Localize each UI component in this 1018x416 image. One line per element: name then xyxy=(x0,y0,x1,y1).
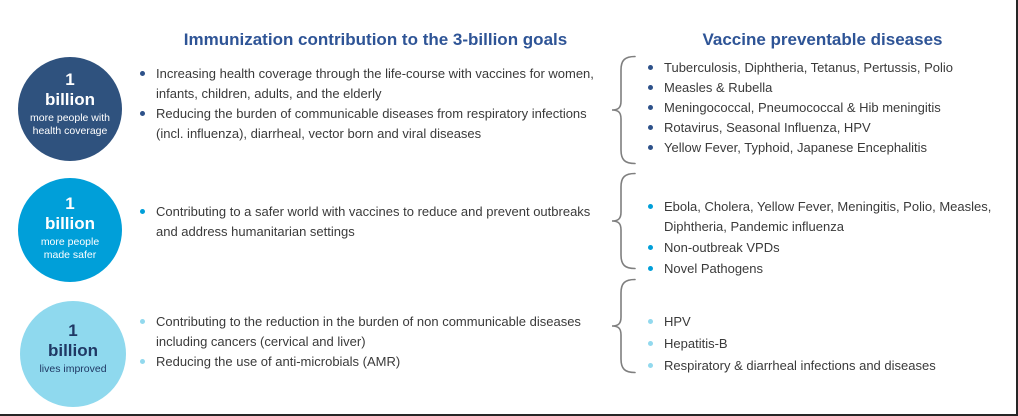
disease-list-row2 xyxy=(648,197,1004,280)
list-item xyxy=(140,104,600,144)
list-item xyxy=(140,352,600,372)
bullet-icon xyxy=(648,145,653,150)
bullet-icon xyxy=(140,71,145,76)
bullet-icon xyxy=(648,204,653,209)
goal-number: 1 xyxy=(65,194,75,213)
goal-circle-lives-improved xyxy=(20,301,126,407)
disease-text: Novel Pathogens xyxy=(664,261,764,276)
bullet-icon xyxy=(648,125,653,130)
contribution-text: Increasing health coverage through the life-course with vaccines for women, infants, children, adults, and the elderly xyxy=(156,66,594,101)
contribution-text: Contributing to a safer world with vaccines to reduce and prevent outbreaks and address humanitarian settings xyxy=(156,204,591,239)
goal-circle-made-safer xyxy=(18,178,122,282)
goal-caption: lives improved xyxy=(39,363,107,375)
disease-text: Hepatitis-B xyxy=(664,336,728,351)
list-item xyxy=(140,312,600,352)
bullet-icon xyxy=(648,85,653,90)
contribution-text: Contributing to the reduction in the burden of non communicable diseases including cancers (cervical and liver) xyxy=(156,314,581,349)
contribution-list-row1 xyxy=(140,64,600,144)
list-item xyxy=(648,312,1004,332)
bullet-icon xyxy=(648,266,653,271)
list-item xyxy=(648,356,1004,376)
goal-unit: billion xyxy=(47,341,99,360)
disease-text: Tuberculosis, Diphtheria, Tetanus, Pertussis, Polio xyxy=(664,60,954,75)
brace-icon xyxy=(610,55,638,165)
bullet-icon xyxy=(648,319,653,324)
list-item xyxy=(648,197,1004,237)
diseases-column-heading: Vaccine preventable diseases xyxy=(702,30,943,49)
disease-text: Meningococcal, Pneumococcal & Hib meningitis xyxy=(664,100,941,115)
disease-text: Non-outbreak VPDs xyxy=(664,240,780,255)
list-item xyxy=(648,259,1004,279)
contribution-text: Reducing the burden of communicable diseases from respiratory infections (incl. influenza), diarrheal, vector born and viral diseases xyxy=(156,106,587,141)
disease-list-row1 xyxy=(648,58,1004,158)
disease-text: Rotavirus, Seasonal Influenza, HPV xyxy=(664,120,871,135)
list-item xyxy=(648,138,1004,158)
brace-icon xyxy=(610,278,638,374)
bullet-icon xyxy=(140,319,145,324)
list-item xyxy=(648,98,1004,118)
contribution-text: Reducing the use of anti-microbials (AMR) xyxy=(156,354,401,369)
list-item xyxy=(648,78,1004,98)
list-item xyxy=(648,58,1004,78)
goal-unit: billion xyxy=(44,90,96,109)
bullet-icon xyxy=(648,245,653,250)
goal-number: 1 xyxy=(65,70,75,89)
list-item xyxy=(648,118,1004,138)
contribution-list-row2 xyxy=(140,202,600,242)
contribution-list-row3 xyxy=(140,312,600,372)
bullet-icon xyxy=(140,209,145,214)
bullet-icon xyxy=(648,341,653,346)
disease-text: Measles & Rubella xyxy=(664,80,773,95)
goal-number: 1 xyxy=(68,321,78,340)
bullet-icon xyxy=(140,359,145,364)
bullet-icon xyxy=(140,111,145,116)
goal-unit: billion xyxy=(44,214,96,233)
brace-icon xyxy=(610,172,638,270)
list-item xyxy=(648,334,1004,354)
goal-caption: more people with health coverage xyxy=(30,112,110,137)
bullet-icon xyxy=(648,65,653,70)
disease-list-row3 xyxy=(648,312,1004,378)
disease-text: Respiratory & diarrheal infections and diseases xyxy=(664,358,936,373)
goals-column-heading: Immunization contribution to the 3-billion goals xyxy=(183,30,568,49)
bullet-icon xyxy=(648,363,653,368)
goal-caption: more people made safer xyxy=(40,236,100,261)
goal-circle-health-coverage xyxy=(18,57,122,161)
bullet-icon xyxy=(648,105,653,110)
disease-text: Ebola, Cholera, Yellow Fever, Meningitis, Polio, Measles, Diphtheria, Pandemic influenza xyxy=(664,199,992,234)
list-item xyxy=(648,238,1004,258)
list-item xyxy=(140,64,600,104)
list-item xyxy=(140,202,600,242)
disease-text: Yellow Fever, Typhoid, Japanese Encephalitis xyxy=(664,140,928,155)
disease-text: HPV xyxy=(664,314,691,329)
